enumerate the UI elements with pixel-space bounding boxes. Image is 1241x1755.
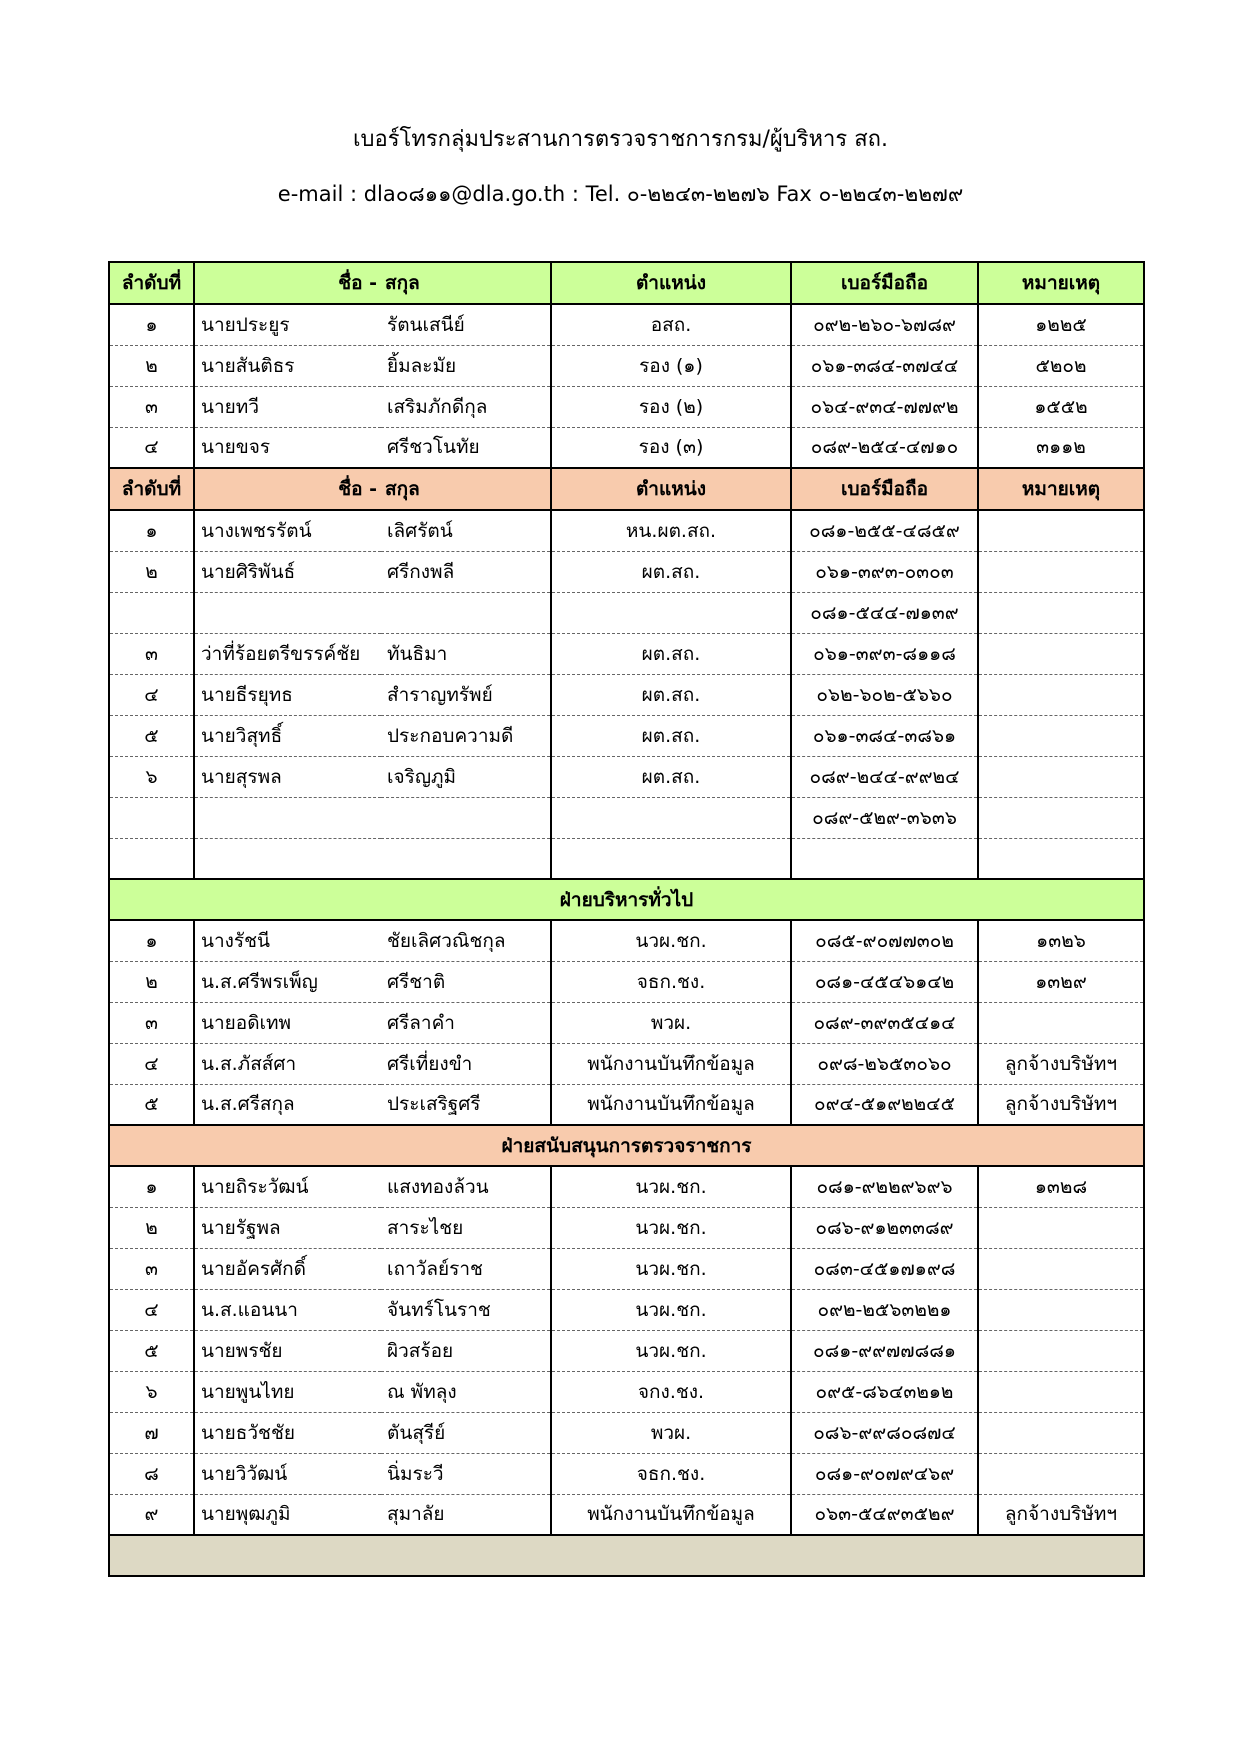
note: ๓๑๑๒ — [978, 427, 1144, 468]
table-row — [109, 1084, 1144, 1125]
note: ลูกจ้างบริษัทฯ — [978, 1494, 1144, 1535]
last-name: ณ พัทลุง — [381, 1371, 551, 1412]
note: ๕๒๐๒ — [978, 345, 1144, 386]
row-number: ๕ — [109, 715, 194, 756]
last-name — [381, 797, 551, 838]
position: นวผ.ชก. — [551, 920, 791, 961]
column-header-position: ตำแหน่ง — [551, 262, 791, 304]
position — [551, 592, 791, 633]
note — [978, 633, 1144, 674]
column-header-position: ตำแหน่ง — [551, 468, 791, 510]
row-number: ๑ — [109, 920, 194, 961]
column-header-note: หมายเหตุ — [978, 262, 1144, 304]
contact-line: e-mail : dla๐๘๑๑@dla.go.th : Tel. ๐-๒๒๔๓-๒๒๗๖ Fax ๐-๒๒๔๓-๒๒๗๙ — [277, 182, 964, 206]
mobile-number: ๐๘๕-๙๐๗๗๓๐๒ — [791, 920, 978, 961]
position: พวผ. — [551, 1002, 791, 1043]
table-row — [109, 304, 1144, 345]
last-name: ศรีเที่ยงขำ — [381, 1043, 551, 1084]
table-row — [109, 920, 1144, 961]
position: พนักงานบันทึกข้อมูล — [551, 1043, 791, 1084]
first-name: นางรัชนี — [194, 920, 381, 961]
position: ผต.สถ. — [551, 756, 791, 797]
last-name — [381, 838, 551, 879]
note — [978, 838, 1144, 879]
table-row — [109, 1248, 1144, 1289]
row-number: ๘ — [109, 1453, 194, 1494]
column-header-name-first: ชื่อ - — [194, 468, 381, 510]
row-number: ๖ — [109, 756, 194, 797]
last-name: ศรีลาคำ — [381, 1002, 551, 1043]
row-number: ๓ — [109, 386, 194, 427]
position: นวผ.ชก. — [551, 1330, 791, 1371]
first-name: น.ส.ภัสส์ศา — [194, 1043, 381, 1084]
last-name: ประเสริฐศรี — [381, 1084, 551, 1125]
note — [978, 715, 1144, 756]
column-header-mobile: เบอร์มือถือ — [791, 468, 978, 510]
mobile-number — [791, 838, 978, 879]
column-header-mobile: เบอร์มือถือ — [791, 262, 978, 304]
position: นวผ.ชก. — [551, 1248, 791, 1289]
last-name: เลิศรัตน์ — [381, 510, 551, 551]
last-name: ศรีชาติ — [381, 961, 551, 1002]
first-name: นายอัครศักดิ์ — [194, 1248, 381, 1289]
position: ผต.สถ. — [551, 551, 791, 592]
row-number: ๙ — [109, 1494, 194, 1535]
first-name: นายพรชัย — [194, 1330, 381, 1371]
row-number: ๓ — [109, 1002, 194, 1043]
note — [978, 674, 1144, 715]
mobile-number: ๐๙๒-๒๕๖๓๒๒๑ — [791, 1289, 978, 1330]
table-row — [109, 1289, 1144, 1330]
table-row — [109, 1453, 1144, 1494]
last-name: ศรีกงพลี — [381, 551, 551, 592]
last-name: สาระไชย — [381, 1207, 551, 1248]
note — [978, 1248, 1144, 1289]
first-name: นายวิสุทธิ์ — [194, 715, 381, 756]
row-number: ๒ — [109, 1207, 194, 1248]
position: ผต.สถ. — [551, 715, 791, 756]
note: ๑๓๒๙ — [978, 961, 1144, 1002]
mobile-number: ๐๘๙-๓๙๓๕๔๑๔ — [791, 1002, 978, 1043]
mobile-number: ๐๖๑-๓๘๔-๓๗๔๔ — [791, 345, 978, 386]
note — [978, 592, 1144, 633]
table-row — [109, 1002, 1144, 1043]
position: พนักงานบันทึกข้อมูล — [551, 1084, 791, 1125]
section-title: ฝ่ายบริหารทั่วไป — [109, 879, 1144, 920]
position: พนักงานบันทึกข้อมูล — [551, 1494, 791, 1535]
row-number: ๒ — [109, 961, 194, 1002]
mobile-number: ๐๖๔-๙๓๔-๗๗๙๒ — [791, 386, 978, 427]
mobile-number: ๐๙๒-๒๖๐-๖๗๘๙ — [791, 304, 978, 345]
position: จกง.ชง. — [551, 1371, 791, 1412]
position: พวผ. — [551, 1412, 791, 1453]
last-name: ผิวสร้อย — [381, 1330, 551, 1371]
footer-cell — [109, 1535, 1144, 1576]
section-header-row — [109, 1125, 1144, 1166]
row-number: ๑ — [109, 510, 194, 551]
row-number — [109, 592, 194, 633]
page-title: เบอร์โทรกลุ่มประสานการตรวจราชการกรม/ผู้บริหาร สถ. — [353, 127, 888, 152]
mobile-number: ๐๖๑-๓๙๓-๐๓๐๓ — [791, 551, 978, 592]
last-name: สุมาลัย — [381, 1494, 551, 1535]
last-name: ทันธิมา — [381, 633, 551, 674]
note — [978, 797, 1144, 838]
row-number: ๒ — [109, 551, 194, 592]
position: อสถ. — [551, 304, 791, 345]
first-name: นายพูนไทย — [194, 1371, 381, 1412]
table-row — [109, 756, 1144, 797]
table-row — [109, 510, 1144, 551]
last-name: เจริญภูมิ — [381, 756, 551, 797]
table-row — [109, 674, 1144, 715]
first-name: นายสุรพล — [194, 756, 381, 797]
first-name: น.ส.ศรีพรเพ็ญ — [194, 961, 381, 1002]
mobile-number: ๐๖๑-๓๘๔-๓๘๖๑ — [791, 715, 978, 756]
mobile-number: ๐๘๑-๕๔๔-๗๑๓๙ — [791, 592, 978, 633]
position: นวผ.ชก. — [551, 1166, 791, 1207]
first-name: ว่าที่ร้อยตรีขรรค์ชัย — [194, 633, 381, 674]
table-row — [109, 715, 1144, 756]
table-row — [109, 838, 1144, 879]
note — [978, 1207, 1144, 1248]
mobile-number: ๐๘๖-๙๑๒๓๓๘๙ — [791, 1207, 978, 1248]
first-name: นายวิวัฒน์ — [194, 1453, 381, 1494]
note — [978, 1289, 1144, 1330]
note: ๑๕๕๒ — [978, 386, 1144, 427]
last-name — [381, 592, 551, 633]
first-name — [194, 592, 381, 633]
row-number — [109, 838, 194, 879]
row-number: ๔ — [109, 427, 194, 468]
column-header-name-last: สกุล — [381, 468, 551, 510]
table-row — [109, 1166, 1144, 1207]
position: รอง (๒) — [551, 386, 791, 427]
mobile-number: ๐๘๑-๒๕๕-๔๘๕๙ — [791, 510, 978, 551]
table-row — [109, 1494, 1144, 1535]
row-number: ๒ — [109, 345, 194, 386]
note — [978, 1330, 1144, 1371]
row-number: ๔ — [109, 1043, 194, 1084]
row-number: ๑ — [109, 304, 194, 345]
note — [978, 756, 1144, 797]
table-row — [109, 592, 1144, 633]
last-name: นิ่มระวี — [381, 1453, 551, 1494]
first-name: นายธวัชชัย — [194, 1412, 381, 1453]
position: หน.ผต.สถ. — [551, 510, 791, 551]
last-name: เถาวัลย์ราช — [381, 1248, 551, 1289]
column-header-no: ลำดับที่ — [109, 468, 194, 510]
last-name: ชัยเลิศวณิชกุล — [381, 920, 551, 961]
mobile-number: ๐๘๙-๕๒๙-๓๖๓๖ — [791, 797, 978, 838]
last-name: ศรีชวโนทัย — [381, 427, 551, 468]
position: รอง (๑) — [551, 345, 791, 386]
last-name: รัตนเสนีย์ — [381, 304, 551, 345]
row-number: ๗ — [109, 1412, 194, 1453]
table-row — [109, 427, 1144, 468]
first-name: นายทวี — [194, 386, 381, 427]
note: ลูกจ้างบริษัทฯ — [978, 1043, 1144, 1084]
first-name: นายศิริพันธ์ — [194, 551, 381, 592]
note — [978, 1412, 1144, 1453]
position — [551, 838, 791, 879]
directory-table — [108, 261, 1145, 1577]
position: นวผ.ชก. — [551, 1289, 791, 1330]
note — [978, 551, 1144, 592]
column-header-name-last: สกุล — [381, 262, 551, 304]
note: ๑๒๒๕ — [978, 304, 1144, 345]
row-number: ๕ — [109, 1330, 194, 1371]
note — [978, 1453, 1144, 1494]
column-header-note: หมายเหตุ — [978, 468, 1144, 510]
mobile-number: ๐๘๑-๙๙๗๗๘๘๑ — [791, 1330, 978, 1371]
mobile-number: ๐๖๓-๕๔๙๓๕๒๙ — [791, 1494, 978, 1535]
column-header-row — [109, 468, 1144, 510]
position: รอง (๓) — [551, 427, 791, 468]
first-name: นายสันติธร — [194, 345, 381, 386]
mobile-number: ๐๘๑-๙๐๗๙๔๖๙ — [791, 1453, 978, 1494]
table-row — [109, 345, 1144, 386]
mobile-number: ๐๘๑-๔๕๔๖๑๔๒ — [791, 961, 978, 1002]
table-row — [109, 961, 1144, 1002]
row-number: ๑ — [109, 1166, 194, 1207]
note — [978, 1371, 1144, 1412]
row-number — [109, 797, 194, 838]
note: ลูกจ้างบริษัทฯ — [978, 1084, 1144, 1125]
first-name: นายรัฐพล — [194, 1207, 381, 1248]
table-row — [109, 1207, 1144, 1248]
column-header-name-first: ชื่อ - — [194, 262, 381, 304]
section-header-row — [109, 879, 1144, 920]
first-name: นายพุฒภูมิ — [194, 1494, 381, 1535]
first-name: นายประยูร — [194, 304, 381, 345]
note: ๑๓๒๖ — [978, 920, 1144, 961]
first-name: น.ส.ศรีสกุล — [194, 1084, 381, 1125]
mobile-number: ๐๙๕-๘๖๔๓๒๑๒ — [791, 1371, 978, 1412]
last-name: สำราญทรัพย์ — [381, 674, 551, 715]
note — [978, 1002, 1144, 1043]
section-title: ฝ่ายสนับสนุนการตรวจราชการ — [109, 1125, 1144, 1166]
position: ผต.สถ. — [551, 633, 791, 674]
mobile-number: ๐๘๓-๔๕๑๗๑๙๘ — [791, 1248, 978, 1289]
position: ผต.สถ. — [551, 674, 791, 715]
last-name: ยิ้มละมัย — [381, 345, 551, 386]
column-header-row — [109, 262, 1144, 304]
table-row — [109, 551, 1144, 592]
first-name: นายอดิเทพ — [194, 1002, 381, 1043]
row-number: ๓ — [109, 633, 194, 674]
mobile-number: ๐๘๖-๙๙๘๐๘๗๔ — [791, 1412, 978, 1453]
last-name: ประกอบความดี — [381, 715, 551, 756]
column-header-no: ลำดับที่ — [109, 262, 194, 304]
mobile-number: ๐๘๙-๒๕๔-๔๗๑๐ — [791, 427, 978, 468]
row-number: ๓ — [109, 1248, 194, 1289]
row-number: ๕ — [109, 1084, 194, 1125]
row-number: ๖ — [109, 1371, 194, 1412]
last-name: แสงทองล้วน — [381, 1166, 551, 1207]
table-row — [109, 1043, 1144, 1084]
first-name — [194, 838, 381, 879]
first-name: นายถิระวัฒน์ — [194, 1166, 381, 1207]
table-row — [109, 1330, 1144, 1371]
mobile-number: ๐๙๔-๕๑๙๒๒๔๕ — [791, 1084, 978, 1125]
table-row — [109, 633, 1144, 674]
position: จธก.ชง. — [551, 961, 791, 1002]
first-name — [194, 797, 381, 838]
last-name: เสริมภักดีกุล — [381, 386, 551, 427]
footer-row — [109, 1535, 1144, 1576]
mobile-number: ๐๘๙-๒๔๔-๙๙๒๔ — [791, 756, 978, 797]
table-row — [109, 797, 1144, 838]
last-name: จันทร์โนราช — [381, 1289, 551, 1330]
position: จธก.ชง. — [551, 1453, 791, 1494]
table-row — [109, 1412, 1144, 1453]
first-name: น.ส.แอนนา — [194, 1289, 381, 1330]
mobile-number: ๐๙๘-๒๖๕๓๐๖๐ — [791, 1043, 978, 1084]
note: ๑๓๒๘ — [978, 1166, 1144, 1207]
first-name: นายธีรยุทธ — [194, 674, 381, 715]
first-name: นางเพชรรัตน์ — [194, 510, 381, 551]
table-row — [109, 1371, 1144, 1412]
position — [551, 797, 791, 838]
last-name: ตันสุรีย์ — [381, 1412, 551, 1453]
row-number: ๔ — [109, 674, 194, 715]
position: นวผ.ชก. — [551, 1207, 791, 1248]
mobile-number: ๐๘๑-๙๒๒๙๖๙๖ — [791, 1166, 978, 1207]
row-number: ๔ — [109, 1289, 194, 1330]
note — [978, 510, 1144, 551]
first-name: นายขจร — [194, 427, 381, 468]
mobile-number: ๐๖๒-๖๐๒-๕๖๖๐ — [791, 674, 978, 715]
table-row — [109, 386, 1144, 427]
mobile-number: ๐๖๑-๓๙๓-๘๑๑๘ — [791, 633, 978, 674]
